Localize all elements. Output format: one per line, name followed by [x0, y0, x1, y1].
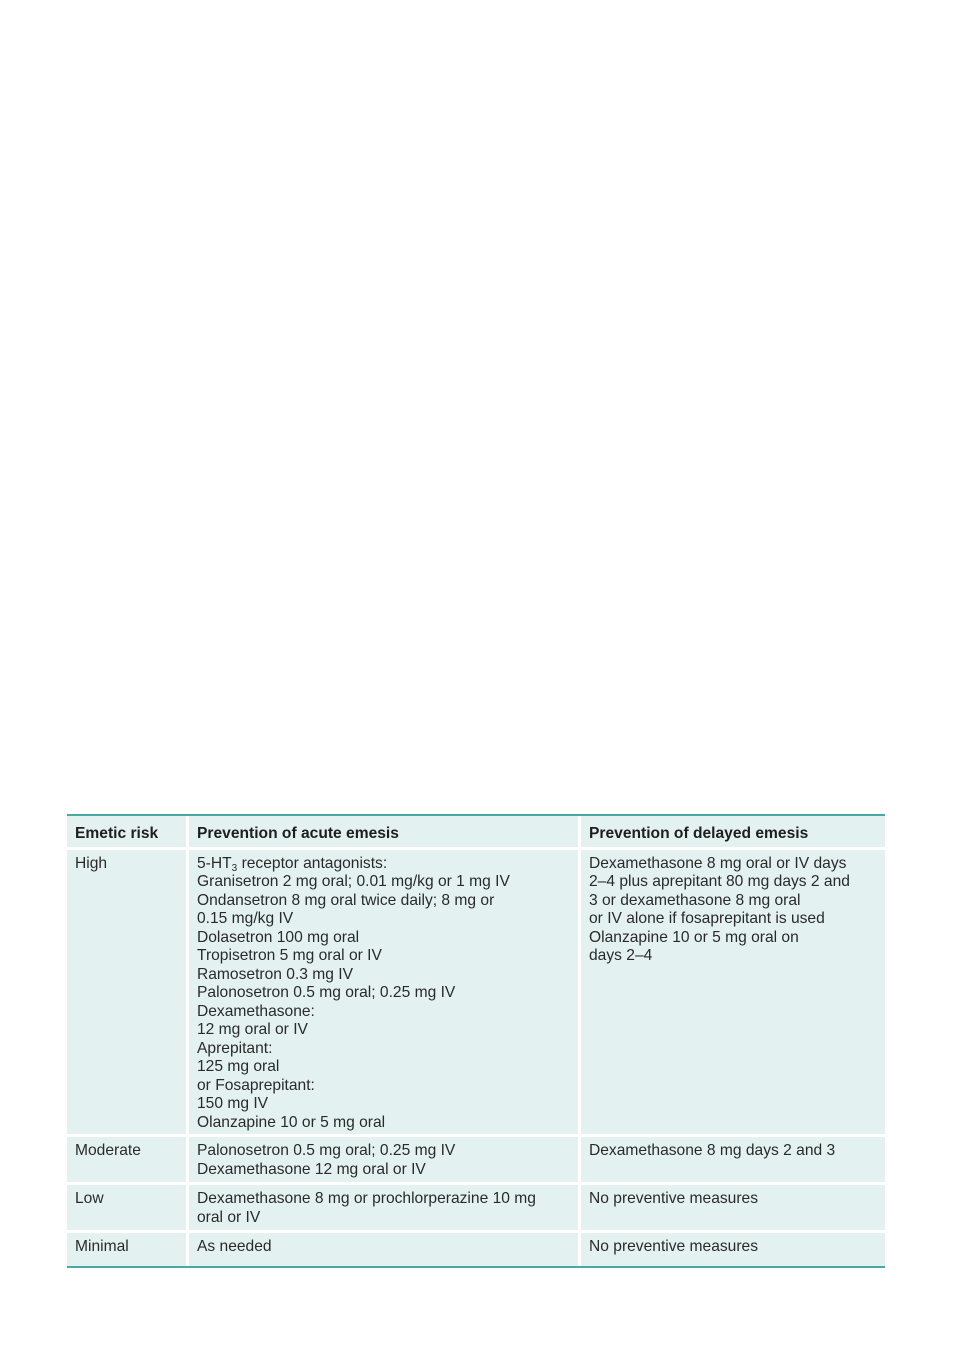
acute-line: Olanzapine 10 or 5 mg oral [197, 1113, 386, 1131]
header-emetic-risk: Emetic risk [67, 816, 189, 850]
acute-line: Ramosetron 0.3 mg IV [197, 965, 354, 983]
risk-cell: Low [67, 1185, 189, 1233]
delayed-line: No preventive measures [589, 1238, 759, 1255]
acute-cell [189, 1233, 581, 1266]
acute-line: Granisetron 2 mg oral; 0.01 mg/kg or 1 mg IV [197, 873, 510, 890]
delayed-cell [581, 1137, 885, 1185]
acute-line: Ondansetron 8 mg oral twice daily; 8 mg or [197, 891, 495, 909]
acute-line: 150 mg IV [197, 1095, 269, 1112]
acute-line: 0.15 mg/kg IV [197, 910, 294, 927]
acute-line: Tropisetron 5 mg oral or IV [197, 947, 382, 964]
acute-line: Dexamethasone: [197, 1002, 315, 1020]
delayed-cell [581, 850, 885, 1138]
acute-cell [189, 1137, 581, 1185]
delayed-cell [581, 1185, 885, 1233]
risk-cell: Minimal [67, 1233, 189, 1266]
delayed-line: 3 or dexamethasone 8 mg oral [589, 891, 801, 909]
risk-cell: High [67, 850, 189, 1138]
acute-prefix: 5-HT [197, 854, 232, 872]
table-row-low [67, 1185, 885, 1233]
delayed-line: No preventive measures [589, 1190, 759, 1207]
antiemetic-table-container [67, 814, 885, 1268]
acute-line: As needed [197, 1238, 272, 1255]
table-row-moderate [67, 1137, 885, 1185]
delayed-line: or IV alone if fosaprepitant is used [589, 910, 825, 927]
acute-line: oral or IV [197, 1208, 261, 1226]
acute-line: Palonosetron 0.5 mg oral; 0.25 mg IV [197, 1142, 456, 1159]
acute-line: Palonosetron 0.5 mg oral; 0.25 mg IV [197, 984, 456, 1001]
delayed-cell [581, 1233, 885, 1266]
header-delayed-emesis: Prevention of delayed emesis [581, 816, 885, 850]
acute-cell [189, 850, 581, 1138]
header-acute-emesis: Prevention of acute emesis [189, 816, 581, 850]
table-row-high [67, 850, 885, 1138]
acute-line: Aprepitant: [197, 1039, 273, 1057]
acute-prefix-subscript: 3 [231, 862, 238, 874]
acute-line: Dolasetron 100 mg oral [197, 928, 360, 946]
table-header-row [67, 816, 885, 850]
acute-line [197, 855, 572, 874]
delayed-line: 2–4 plus aprepitant 80 mg days 2 and [589, 873, 850, 890]
table-row-minimal [67, 1233, 885, 1266]
acute-line: Dexamethasone 12 mg oral or IV [197, 1160, 426, 1178]
acute-line-text: receptor antagonists: [241, 854, 388, 872]
acute-line: 125 mg oral [197, 1058, 280, 1075]
acute-line: Dexamethasone 8 mg or prochlorperazine 10 mg [197, 1190, 536, 1207]
delayed-line: days 2–4 [589, 947, 653, 964]
delayed-line: Olanzapine 10 or 5 mg oral on [589, 928, 799, 946]
delayed-line: Dexamethasone 8 mg oral or IV days [589, 854, 847, 872]
risk-cell: Moderate [67, 1137, 189, 1185]
acute-line: 12 mg oral or IV [197, 1021, 308, 1038]
acute-cell [189, 1185, 581, 1233]
acute-line: or Fosaprepitant: [197, 1076, 315, 1094]
delayed-line: Dexamethasone 8 mg days 2 and 3 [589, 1142, 836, 1159]
antiemetic-table [67, 816, 885, 1266]
